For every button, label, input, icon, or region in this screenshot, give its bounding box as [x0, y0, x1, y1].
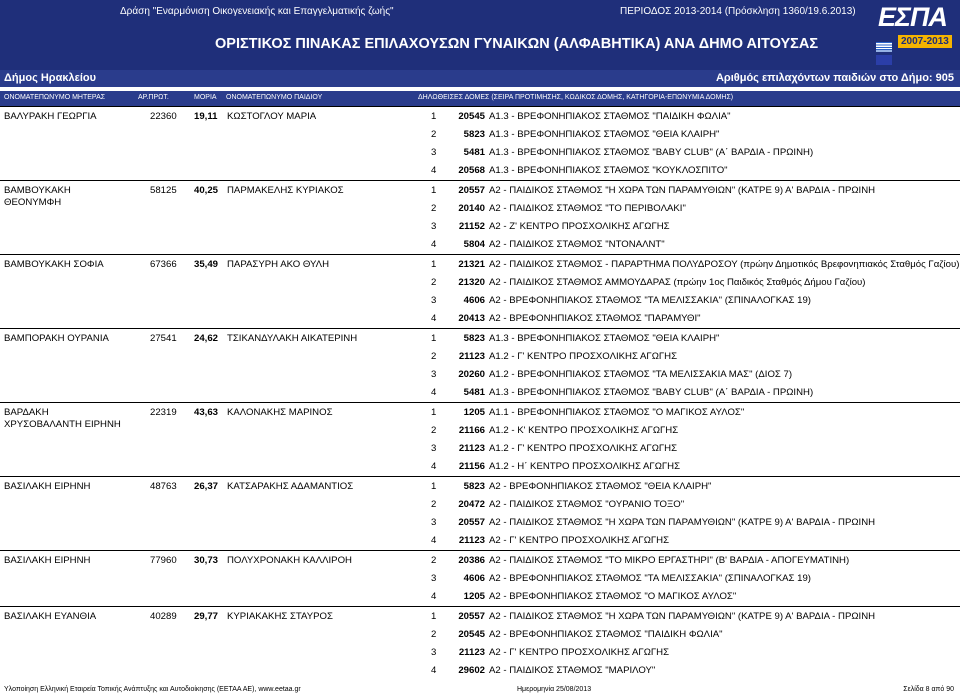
preference-order: 3 [431, 221, 437, 232]
child-name: ΤΣΙΚΑΝΔΥΛΑΚΗ ΑΙΚΑΤΕΡΙΝΗ [227, 333, 358, 344]
page-footer [0, 686, 960, 697]
facility-code: 21166 [458, 425, 485, 436]
facility-name: Α1.3 - ΒΡΕΦΟΝΗΠΙΑΚΟΣ ΣΤΑΘΜΟΣ "ΘΕΙΑ ΚΛΑΙΡΗ" [489, 129, 720, 140]
facility-name: Α1.3 - ΒΡΕΦΟΝΗΠΙΑΚΟΣ ΣΤΑΘΜΟΣ "BABY CLUB" (Α΄ ΒΑΡΔΙΑ - ΠΡΩΙΝΗ) [489, 387, 814, 398]
eu-flag-icon [876, 55, 892, 65]
facility-name: Α2 - ΒΡΕΦΟΝΗΠΙΑΚΟΣ ΣΤΑΘΜΟΣ "ΘΕΙΑ ΚΛΑΙΡΗ" [489, 481, 712, 492]
facility-code: 20413 [458, 313, 485, 324]
preference-row [0, 351, 960, 369]
preference-row [0, 277, 960, 295]
record-row [0, 402, 960, 477]
protocol-number: 67366 [150, 259, 177, 270]
preference-order: 3 [431, 517, 437, 528]
facility-name: Α2 - ΠΑΙΔΙΚΟΣ ΣΤΑΘΜΟΣ "Η ΧΩΡΑ ΤΩΝ ΠΑΡΑΜΥΘΙΩΝ" (ΚΑΤΡΕ 9) Α' ΒΑΡΔΙΑ - ΠΡΩΙΝΗ [489, 517, 876, 528]
mother-name: ΒΑΜΒΟΥΚΑΚΗ ΣΟΦΙΑ [4, 259, 104, 270]
facility-name: Α2 - ΠΑΙΔΙΚΟΣ ΣΤΑΘΜΟΣ "ΝΤΟΝΑΛΝΤ" [489, 239, 665, 250]
facility-name: Α2 - ΒΡΕΦΟΝΗΠΙΑΚΟΣ ΣΤΑΘΜΟΣ "ΠΑΙΔΙΚΗ ΦΩΛΙΑ" [489, 629, 723, 640]
facility-code: 5804 [463, 239, 485, 250]
preference-row [0, 407, 960, 425]
preference-row [0, 221, 960, 239]
facility-name: Α1.2 - ΒΡΕΦΟΝΗΠΙΑΚΟΣ ΣΤΑΘΜΟΣ "ΤΑ ΜΕΛΙΣΣΑΚΙΑ ΜΑΣ" (ΔΙΟΣ 7) [489, 369, 793, 380]
facility-name: Α2 - ΒΡΕΦΟΝΗΠΙΑΚΟΣ ΣΤΑΘΜΟΣ "ΤΑ ΜΕΛΙΣΣΑΚΙΑ" (ΣΠΙΝΑΛΟΓΚΑΣ 19) [489, 573, 811, 584]
preference-row [0, 129, 960, 147]
protocol-number: 22319 [150, 407, 177, 418]
facility-name: Α1.2 - Γ' ΚΕΝΤΡΟ ΠΡΟΣΧΟΛΙΚΗΣ ΑΓΩΓΗΣ [489, 443, 678, 454]
preference-row [0, 295, 960, 313]
facility-code: 21152 [458, 221, 485, 232]
facility-name: Α2 - ΠΑΙΔΙΚΟΣ ΣΤΑΘΜΟΣ "ΤΟ ΠΕΡΙΒΟΛΑΚΙ" [489, 203, 686, 214]
facility-name: Α1.2 - Κ' ΚΕΝΤΡΟ ΠΡΟΣΧΟΛΙΚΗΣ ΑΓΩΓΗΣ [489, 425, 679, 436]
mother-name: ΒΑΜΒΟΥΚΑΚΗ ΘΕΟΝΥΜΦΗ [4, 185, 71, 208]
facility-name: Α1.3 - ΒΡΕΦΟΝΗΠΙΑΚΟΣ ΣΤΑΘΜΟΣ "BABY CLUB" (Α΄ ΒΑΡΔΙΑ - ΠΡΩΙΝΗ) [489, 147, 814, 158]
record-row [0, 254, 960, 329]
facility-name: Α2 - ΒΡΕΦΟΝΗΠΙΑΚΟΣ ΣΤΑΘΜΟΣ "ΠΑΡΑΜΥΘΙ" [489, 313, 701, 324]
preference-order: 2 [431, 277, 437, 288]
preference-order: 1 [431, 185, 437, 196]
facility-code: 21123 [458, 647, 485, 658]
preference-order: 2 [431, 499, 437, 510]
facility-code: 20545 [458, 629, 485, 640]
protocol-number: 27541 [150, 333, 177, 344]
facility-code: 20260 [458, 369, 485, 380]
score-value: 29,77 [194, 611, 219, 622]
mother-name: ΒΑΣΙΛΑΚΗ ΕΙΡΗΝΗ [4, 481, 91, 492]
facility-code: 20557 [458, 185, 485, 196]
record-row [0, 550, 960, 607]
facility-code: 20472 [458, 499, 485, 510]
facility-name: Α2 - ΠΑΙΔΙΚΟΣ ΣΤΑΘΜΟΣ - ΠΑΡΑΡΤΗΜΑ ΠΟΛΥΔΡΟΣΟΥ (πρώην Δημοτικός Βρεφονηπιακός Σταθμός Γαζίου) [489, 259, 960, 270]
preference-order: 4 [431, 665, 437, 676]
preference-row [0, 147, 960, 165]
facility-code: 4606 [463, 295, 485, 306]
facility-code: 20557 [458, 611, 485, 622]
facility-code: 20140 [458, 203, 485, 214]
preference-order: 4 [431, 387, 437, 398]
facility-name: Α2 - ΒΡΕΦΟΝΗΠΙΑΚΟΣ ΣΤΑΘΜΟΣ "Ο ΜΑΓΙΚΟΣ ΑΥΛΟΣ" [489, 591, 737, 602]
child-name: ΠΑΡΑΣΥΡΗ ΑΚΟ ΘΥΛΗ [227, 259, 330, 270]
facility-name: Α2 - Γ' ΚΕΝΤΡΟ ΠΡΟΣΧΟΛΙΚΗΣ ΑΓΩΓΗΣ [489, 647, 670, 658]
preference-order: 1 [431, 407, 437, 418]
preference-row [0, 573, 960, 591]
preference-order: 2 [431, 351, 437, 362]
facility-code: 21320 [458, 277, 485, 288]
preference-order: 2 [431, 555, 437, 566]
protocol-number: 40289 [150, 611, 177, 622]
facility-name: Α2 - ΠΑΙΔΙΚΟΣ ΣΤΑΘΜΟΣ "ΜΑΡΙΛΟΥ" [489, 665, 656, 676]
score-value: 35,49 [194, 259, 219, 270]
preference-order: 2 [431, 129, 437, 140]
preference-row [0, 647, 960, 665]
facility-name: Α2 - ΠΑΙΔΙΚΟΣ ΣΤΑΘΜΟΣ "Η ΧΩΡΑ ΤΩΝ ΠΑΡΑΜΥΘΙΩΝ" (ΚΑΤΡΕ 9) Α' ΒΑΡΔΙΑ - ΠΡΩΙΝΗ [489, 185, 876, 196]
preference-order: 2 [431, 629, 437, 640]
child-name: ΚΑΤΣΑΡΑΚΗΣ ΑΔΑΜΑΝΤΙΟΣ [227, 481, 354, 492]
preference-row [0, 443, 960, 461]
facility-name: Α1.3 - ΒΡΕΦΟΝΗΠΙΑΚΟΣ ΣΤΑΘΜΟΣ "ΘΕΙΑ ΚΛΑΙΡΗ" [489, 333, 720, 344]
region-name: Δήμος Ηρακλείου [4, 72, 97, 84]
preference-row [0, 369, 960, 387]
preference-row [0, 665, 960, 683]
preference-order: 3 [431, 573, 437, 584]
score-value: 40,25 [194, 185, 219, 196]
facility-name: Α2 - ΠΑΙΔΙΚΟΣ ΣΤΑΘΜΟΣ "ΤΟ ΜΙΚΡΟ ΕΡΓΑΣΤΗΡΙ" (Β' ΒΑΡΔΙΑ - ΑΠΟΓΕΥΜΑΤΙΝΗ) [489, 555, 850, 566]
facility-code: 20545 [458, 111, 485, 122]
facility-code: 1205 [463, 591, 485, 602]
score-value: 30,73 [194, 555, 219, 566]
facility-code: 5823 [463, 333, 485, 344]
facility-code: 20386 [458, 555, 485, 566]
record-row [0, 328, 960, 403]
child-name: ΚΑΛΟΝΑΚΗΣ ΜΑΡΙΝΟΣ [227, 407, 333, 418]
preference-row [0, 333, 960, 351]
greek-flag-icon [876, 42, 892, 52]
preference-row [0, 499, 960, 517]
preference-row [0, 111, 960, 129]
preference-row [0, 259, 960, 277]
facility-code: 21156 [458, 461, 485, 472]
preference-row [0, 425, 960, 443]
score-value: 19,11 [194, 111, 218, 122]
mother-name: ΒΑΛΥΡΑΚΗ ΓΕΩΡΓΙΑ [4, 111, 97, 122]
facility-name: Α2 - ΒΡΕΦΟΝΗΠΙΑΚΟΣ ΣΤΑΘΜΟΣ "ΤΑ ΜΕΛΙΣΣΑΚΙΑ" (ΣΠΙΝΑΛΟΓΚΑΣ 19) [489, 295, 811, 306]
mother-name: ΒΑΜΠΟΡΑΚΗ ΟΥΡΑΝΙΑ [4, 333, 109, 344]
column-child: ΟΝΟΜΑΤΕΠΩΝΥΜΟ ΠΑΙΔΙΟΥ [226, 94, 323, 101]
preference-row [0, 481, 960, 499]
facility-name: Α2 - ΠΑΙΔΙΚΟΣ ΣΤΑΘΜΟΣ "Η ΧΩΡΑ ΤΩΝ ΠΑΡΑΜΥΘΙΩΝ" (ΚΑΤΡΕ 9) Α' ΒΑΡΔΙΑ - ΠΡΩΙΝΗ [489, 611, 876, 622]
child-name: ΠΟΛΥΧΡΟΝΑΚΗ ΚΑΛΛΙΡΟΗ [227, 555, 352, 566]
facility-name: Α2 - ΠΑΙΔΙΚΟΣ ΣΤΑΘΜΟΣ "ΟΥΡΑΝΙΟ ΤΟΞΟ" [489, 499, 685, 510]
facility-code: 1205 [463, 407, 485, 418]
child-name: ΚΩΣΤΟΓΛΟΥ ΜΑΡΙΑ [227, 111, 317, 122]
children-count: Αριθμός επιλαχόντων παιδιών στο Δήμο: 905 [715, 72, 954, 84]
child-name: ΠΑΡΜΑΚΕΛΗΣ ΚΥΡΙΑΚΟΣ [227, 185, 344, 196]
facility-name: Α1.2 - Γ' ΚΕΝΤΡΟ ΠΡΟΣΧΟΛΙΚΗΣ ΑΓΩΓΗΣ [489, 351, 678, 362]
preference-order: 3 [431, 647, 437, 658]
preference-row [0, 629, 960, 647]
preference-order: 1 [431, 611, 437, 622]
facility-code: 29602 [458, 665, 485, 676]
preference-order: 4 [431, 591, 437, 602]
facility-name: Α1.3 - ΒΡΕΦΟΝΗΠΙΑΚΟΣ ΣΤΑΘΜΟΣ "ΚΟΥΚΛΟΣΠΙΤΟ" [489, 165, 728, 176]
facility-code: 5481 [463, 387, 485, 398]
facility-code: 4606 [463, 573, 485, 584]
score-value: 43,63 [194, 407, 219, 418]
record-row [0, 180, 960, 255]
facility-name: Α2 - Ζ' ΚΕΝΤΡΟ ΠΡΟΣΧΟΛΙΚΗΣ ΑΓΩΓΗΣ [489, 221, 670, 232]
score-value: 26,37 [194, 481, 219, 492]
column-score: ΜΟΡΙΑ [194, 94, 217, 101]
preference-order: 1 [431, 259, 437, 270]
preference-order: 4 [431, 535, 437, 546]
record-row [0, 606, 960, 681]
preference-row [0, 555, 960, 573]
mother-name: ΒΑΣΙΛΑΚΗ ΕΙΡΗΝΗ [4, 555, 91, 566]
facility-code: 21123 [458, 443, 485, 454]
record-row [0, 476, 960, 551]
document-title: ΟΡΙΣΤΙΚΟΣ ΠΙΝΑΚΑΣ ΕΠΙΛΑΧΟΥΣΩΝ ΓΥΝΑΙΚΩΝ (ΑΛΦΑΒΗΤΙΚΑ) ΑΝΑ ΔΗΜΟ ΑΙΤΟΥΣΑΣ [215, 36, 819, 52]
footer-page: Σελίδα 8 από 90 [903, 686, 954, 693]
facility-name: Α1.3 - ΒΡΕΦΟΝΗΠΙΑΚΟΣ ΣΤΑΘΜΟΣ "ΠΑΙΔΙΚΗ ΦΩΛΙΑ" [489, 111, 731, 122]
preference-order: 3 [431, 147, 437, 158]
mother-name: ΒΑΡΔΑΚΗ ΧΡΥΣΟΒΑΛΑΝΤΗ ΕΙΡΗΝΗ [4, 407, 121, 430]
preference-row [0, 517, 960, 535]
facility-name: Α1.2 - Η΄ ΚΕΝΤΡΟ ΠΡΟΣΧΟΛΙΚΗΣ ΑΓΩΓΗΣ [489, 461, 681, 472]
facility-code: 5481 [463, 147, 485, 158]
protocol-number: 77960 [150, 555, 177, 566]
facility-name: Α2 - ΠΑΙΔΙΚΟΣ ΣΤΑΘΜΟΣ ΑΜΜΟΥΔΑΡΑΣ (πρώην 1ος Παιδικός Σταθμός Δήμου Γαζίου) [489, 277, 866, 288]
protocol-number: 48763 [150, 481, 177, 492]
preference-order: 3 [431, 369, 437, 380]
period-label: ΠΕΡΙΟΔΟΣ 2013-2014 (Πρόσκληση 1360/19.6.2013) [620, 6, 856, 17]
facility-code: 20557 [458, 517, 485, 528]
facility-name: Α2 - Γ' ΚΕΝΤΡΟ ΠΡΟΣΧΟΛΙΚΗΣ ΑΓΩΓΗΣ [489, 535, 670, 546]
preference-order: 4 [431, 313, 437, 324]
mother-name: ΒΑΣΙΛΑΚΗ ΕΥΑΝΘΙΑ [4, 611, 97, 622]
column-protocol: ΑΡ.ΠΡΩΤ. [138, 94, 169, 101]
score-value: 24,62 [194, 333, 219, 344]
facility-code: 21123 [458, 351, 485, 362]
protocol-number: 58125 [150, 185, 177, 196]
preference-order: 1 [431, 111, 437, 122]
facility-name: Α1.1 - ΒΡΕΦΟΝΗΠΙΑΚΟΣ ΣΤΑΘΜΟΣ "Ο ΜΑΓΙΚΟΣ ΑΥΛΟΣ" [489, 407, 745, 418]
preference-row [0, 611, 960, 629]
footer-credit: Υλοποίηση Ελληνική Εταιρεία Τοπικής Ανάπτυξης και Αυτοδιοίκησης (ΕΕΤΑΑ ΑΕ), www.eetaa.gr [4, 686, 301, 693]
preference-order: 3 [431, 443, 437, 454]
column-mother: ΟΝΟΜΑΤΕΠΩΝΥΜΟ ΜΗΤΕΡΑΣ [4, 94, 106, 101]
child-name: ΚΥΡΙΑΚΑΚΗΣ ΣΤΑΥΡΟΣ [227, 611, 333, 622]
footer-date: Ημερομηνία 25/08/2013 [517, 686, 592, 693]
preference-order: 4 [431, 165, 437, 176]
preference-order: 1 [431, 481, 437, 492]
page-header [0, 0, 960, 70]
preference-order: 1 [431, 333, 437, 344]
facility-code: 5823 [463, 129, 485, 140]
preference-row [0, 203, 960, 221]
facility-code: 21123 [458, 535, 485, 546]
preference-order: 3 [431, 295, 437, 306]
protocol-number: 22360 [150, 111, 177, 122]
facility-code: 20568 [458, 165, 485, 176]
preference-order: 2 [431, 425, 437, 436]
preference-order: 2 [431, 203, 437, 214]
preference-order: 4 [431, 239, 437, 250]
facility-code: 21321 [458, 259, 485, 270]
espa-logo: ΕΣΠΑ 2007-2013 [868, 2, 958, 68]
preference-row [0, 185, 960, 203]
column-preferences: ΔΗΛΩΘΕΙΣΕΣ ΔΟΜΕΣ (ΣΕΙΡΑ ΠΡΟΤΙΜΗΣΗΣ, ΚΩΔΙΚΟΣ ΔΟΜΗΣ, ΚΑΤΗΓΟΡΙΑ-ΕΠΩΝΥΜΙΑ ΔΟΜΗΣ) [418, 94, 734, 101]
program-title: Δράση "Εναρμόνιση Οικογενειακής και Επαγγελματικής ζωής" [120, 6, 394, 17]
facility-code: 5823 [463, 481, 485, 492]
preference-order: 4 [431, 461, 437, 472]
record-row [0, 106, 960, 181]
